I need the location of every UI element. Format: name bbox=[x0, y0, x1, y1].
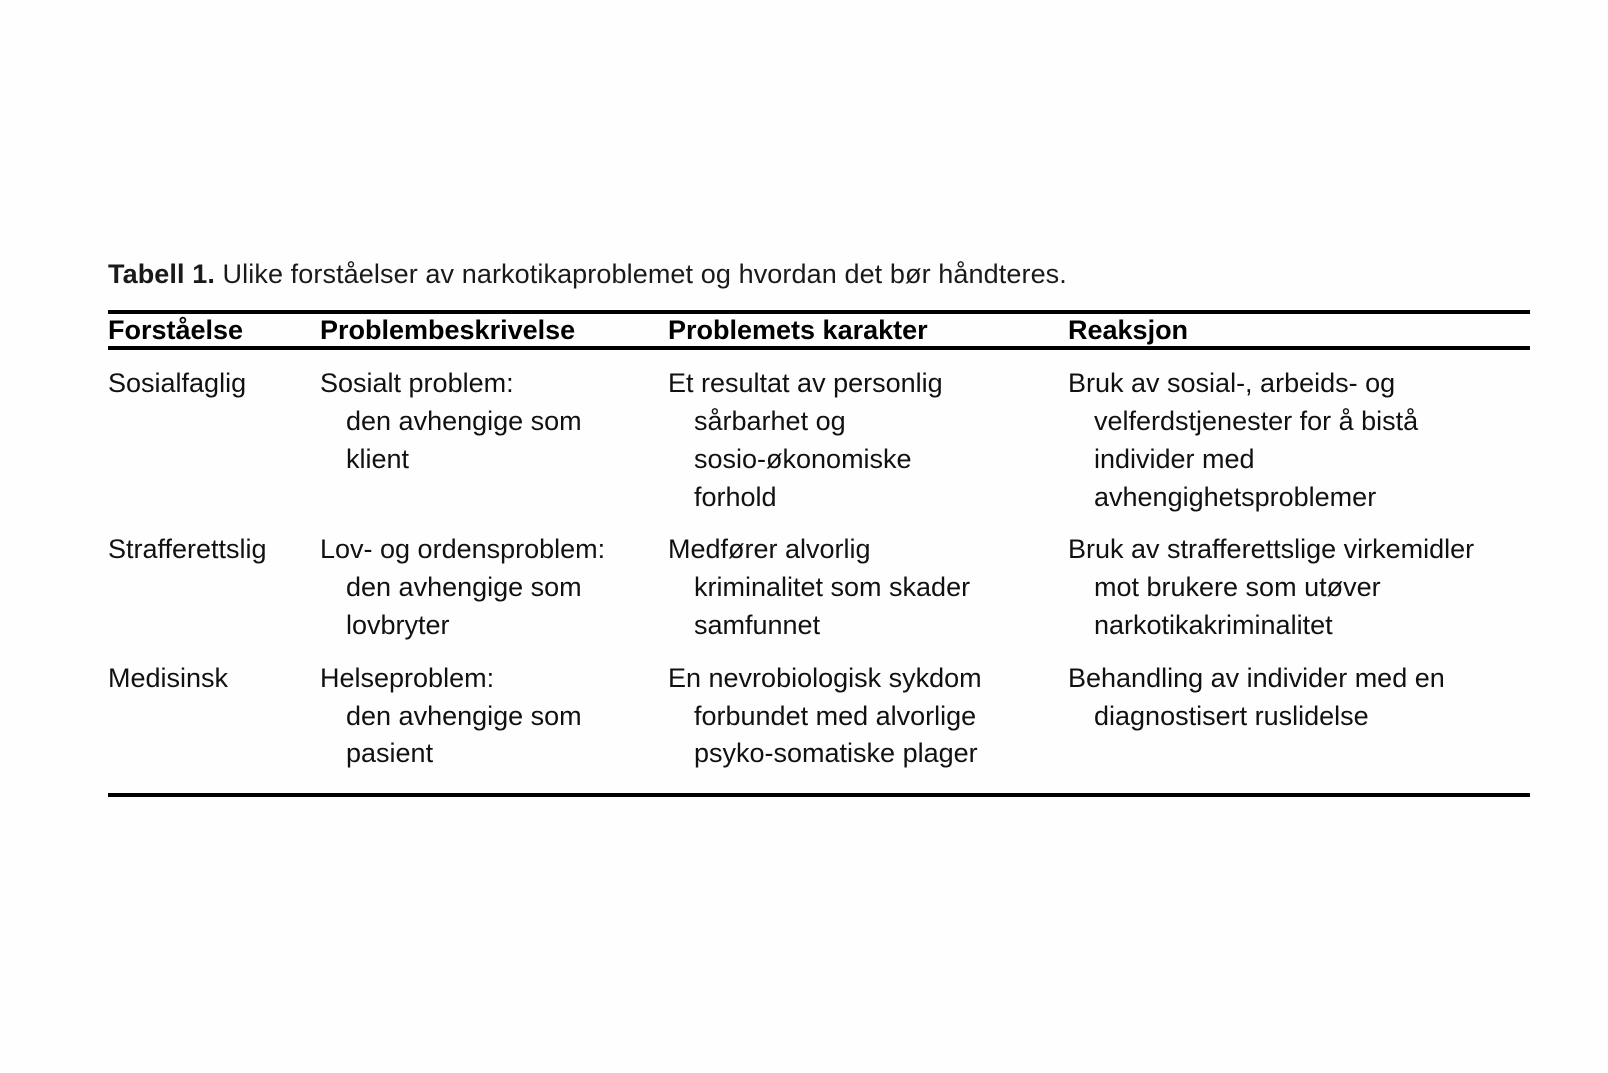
cell-problemets-karakter bbox=[668, 350, 1068, 516]
cell-reaksjon bbox=[1068, 350, 1530, 516]
table-row bbox=[108, 645, 1530, 793]
cell-line: lovbryter bbox=[346, 609, 450, 640]
cell-problembeskrivelse bbox=[320, 350, 668, 516]
understandings-table bbox=[108, 314, 1530, 346]
cell-line: kriminalitet som skader bbox=[694, 572, 971, 603]
column-header-reaksjon: Reaksjon bbox=[1068, 314, 1189, 345]
cell-line: klient bbox=[346, 443, 410, 474]
table-caption bbox=[108, 258, 1530, 292]
table-row bbox=[108, 350, 1530, 516]
cell-forstaelse bbox=[108, 645, 320, 793]
cell-line: Behandling av individer med en bbox=[1068, 662, 1445, 693]
column-header-problemets-karakter: Problemets karakter bbox=[668, 314, 928, 345]
cell-line: Medisinsk bbox=[108, 662, 229, 693]
table-header bbox=[108, 314, 1530, 346]
cell-line: En nevrobiologisk sykdom bbox=[668, 662, 982, 693]
column-header-problembeskrivelse: Problembeskrivelse bbox=[320, 314, 576, 345]
caption-label: Tabell 1. bbox=[108, 259, 215, 289]
cell-line: velferdstjenester for å bistå bbox=[1094, 405, 1419, 436]
cell-problembeskrivelse bbox=[320, 645, 668, 793]
cell-line: Medfører alvorlig bbox=[668, 534, 871, 565]
cell-line: den avhengige som bbox=[346, 572, 582, 603]
cell-line: Bruk av strafferettslige virkemidler bbox=[1068, 534, 1475, 565]
cell-forstaelse bbox=[108, 350, 320, 516]
cell-forstaelse bbox=[108, 516, 320, 644]
cell-problembeskrivelse bbox=[320, 516, 668, 644]
table-bottom-rule bbox=[108, 793, 1530, 797]
cell-problemets-karakter bbox=[668, 645, 1068, 793]
cell-line: Helseproblem: bbox=[320, 662, 495, 693]
cell-line: den avhengige som bbox=[346, 405, 582, 436]
cell-problemets-karakter bbox=[668, 516, 1068, 644]
caption-text: Ulike forståelser av narkotikaproblemet og hvordan det bør håndteres. bbox=[222, 259, 1067, 289]
cell-line: Et resultat av personlig bbox=[668, 368, 943, 399]
table-block bbox=[108, 258, 1530, 797]
table-header-row bbox=[108, 314, 1530, 346]
cell-line: sårbarhet og bbox=[694, 405, 846, 436]
cell-line: samfunnet bbox=[694, 609, 821, 640]
cell-line: mot brukere som utøver bbox=[1094, 572, 1381, 603]
cell-line: sosio-økonomiske bbox=[694, 443, 912, 474]
cell-line: pasient bbox=[346, 738, 434, 769]
cell-line: forbundet med alvorlige bbox=[694, 700, 977, 731]
cell-line: Lov- og ordensproblem: bbox=[320, 534, 606, 565]
cell-line: Sosialt problem: bbox=[320, 368, 514, 399]
cell-line: forhold bbox=[694, 481, 777, 512]
cell-reaksjon bbox=[1068, 645, 1530, 793]
cell-line: individer med bbox=[1094, 443, 1255, 474]
cell-line: Strafferettslig bbox=[108, 534, 267, 565]
cell-line: Bruk av sosial-, arbeids- og bbox=[1068, 368, 1396, 399]
column-header-forstaelse: Forståelse bbox=[108, 314, 244, 345]
cell-line: avhengighetsproblemer bbox=[1094, 481, 1377, 512]
cell-line: Sosialfaglig bbox=[108, 368, 247, 399]
table-row bbox=[108, 516, 1530, 644]
cell-line: diagnostisert ruslidelse bbox=[1094, 700, 1369, 731]
understandings-table-body bbox=[108, 350, 1530, 793]
cell-line: psyko-somatiske plager bbox=[694, 738, 978, 769]
cell-line: narkotikakriminalitet bbox=[1094, 609, 1333, 640]
cell-reaksjon bbox=[1068, 516, 1530, 644]
cell-line: den avhengige som bbox=[346, 700, 582, 731]
